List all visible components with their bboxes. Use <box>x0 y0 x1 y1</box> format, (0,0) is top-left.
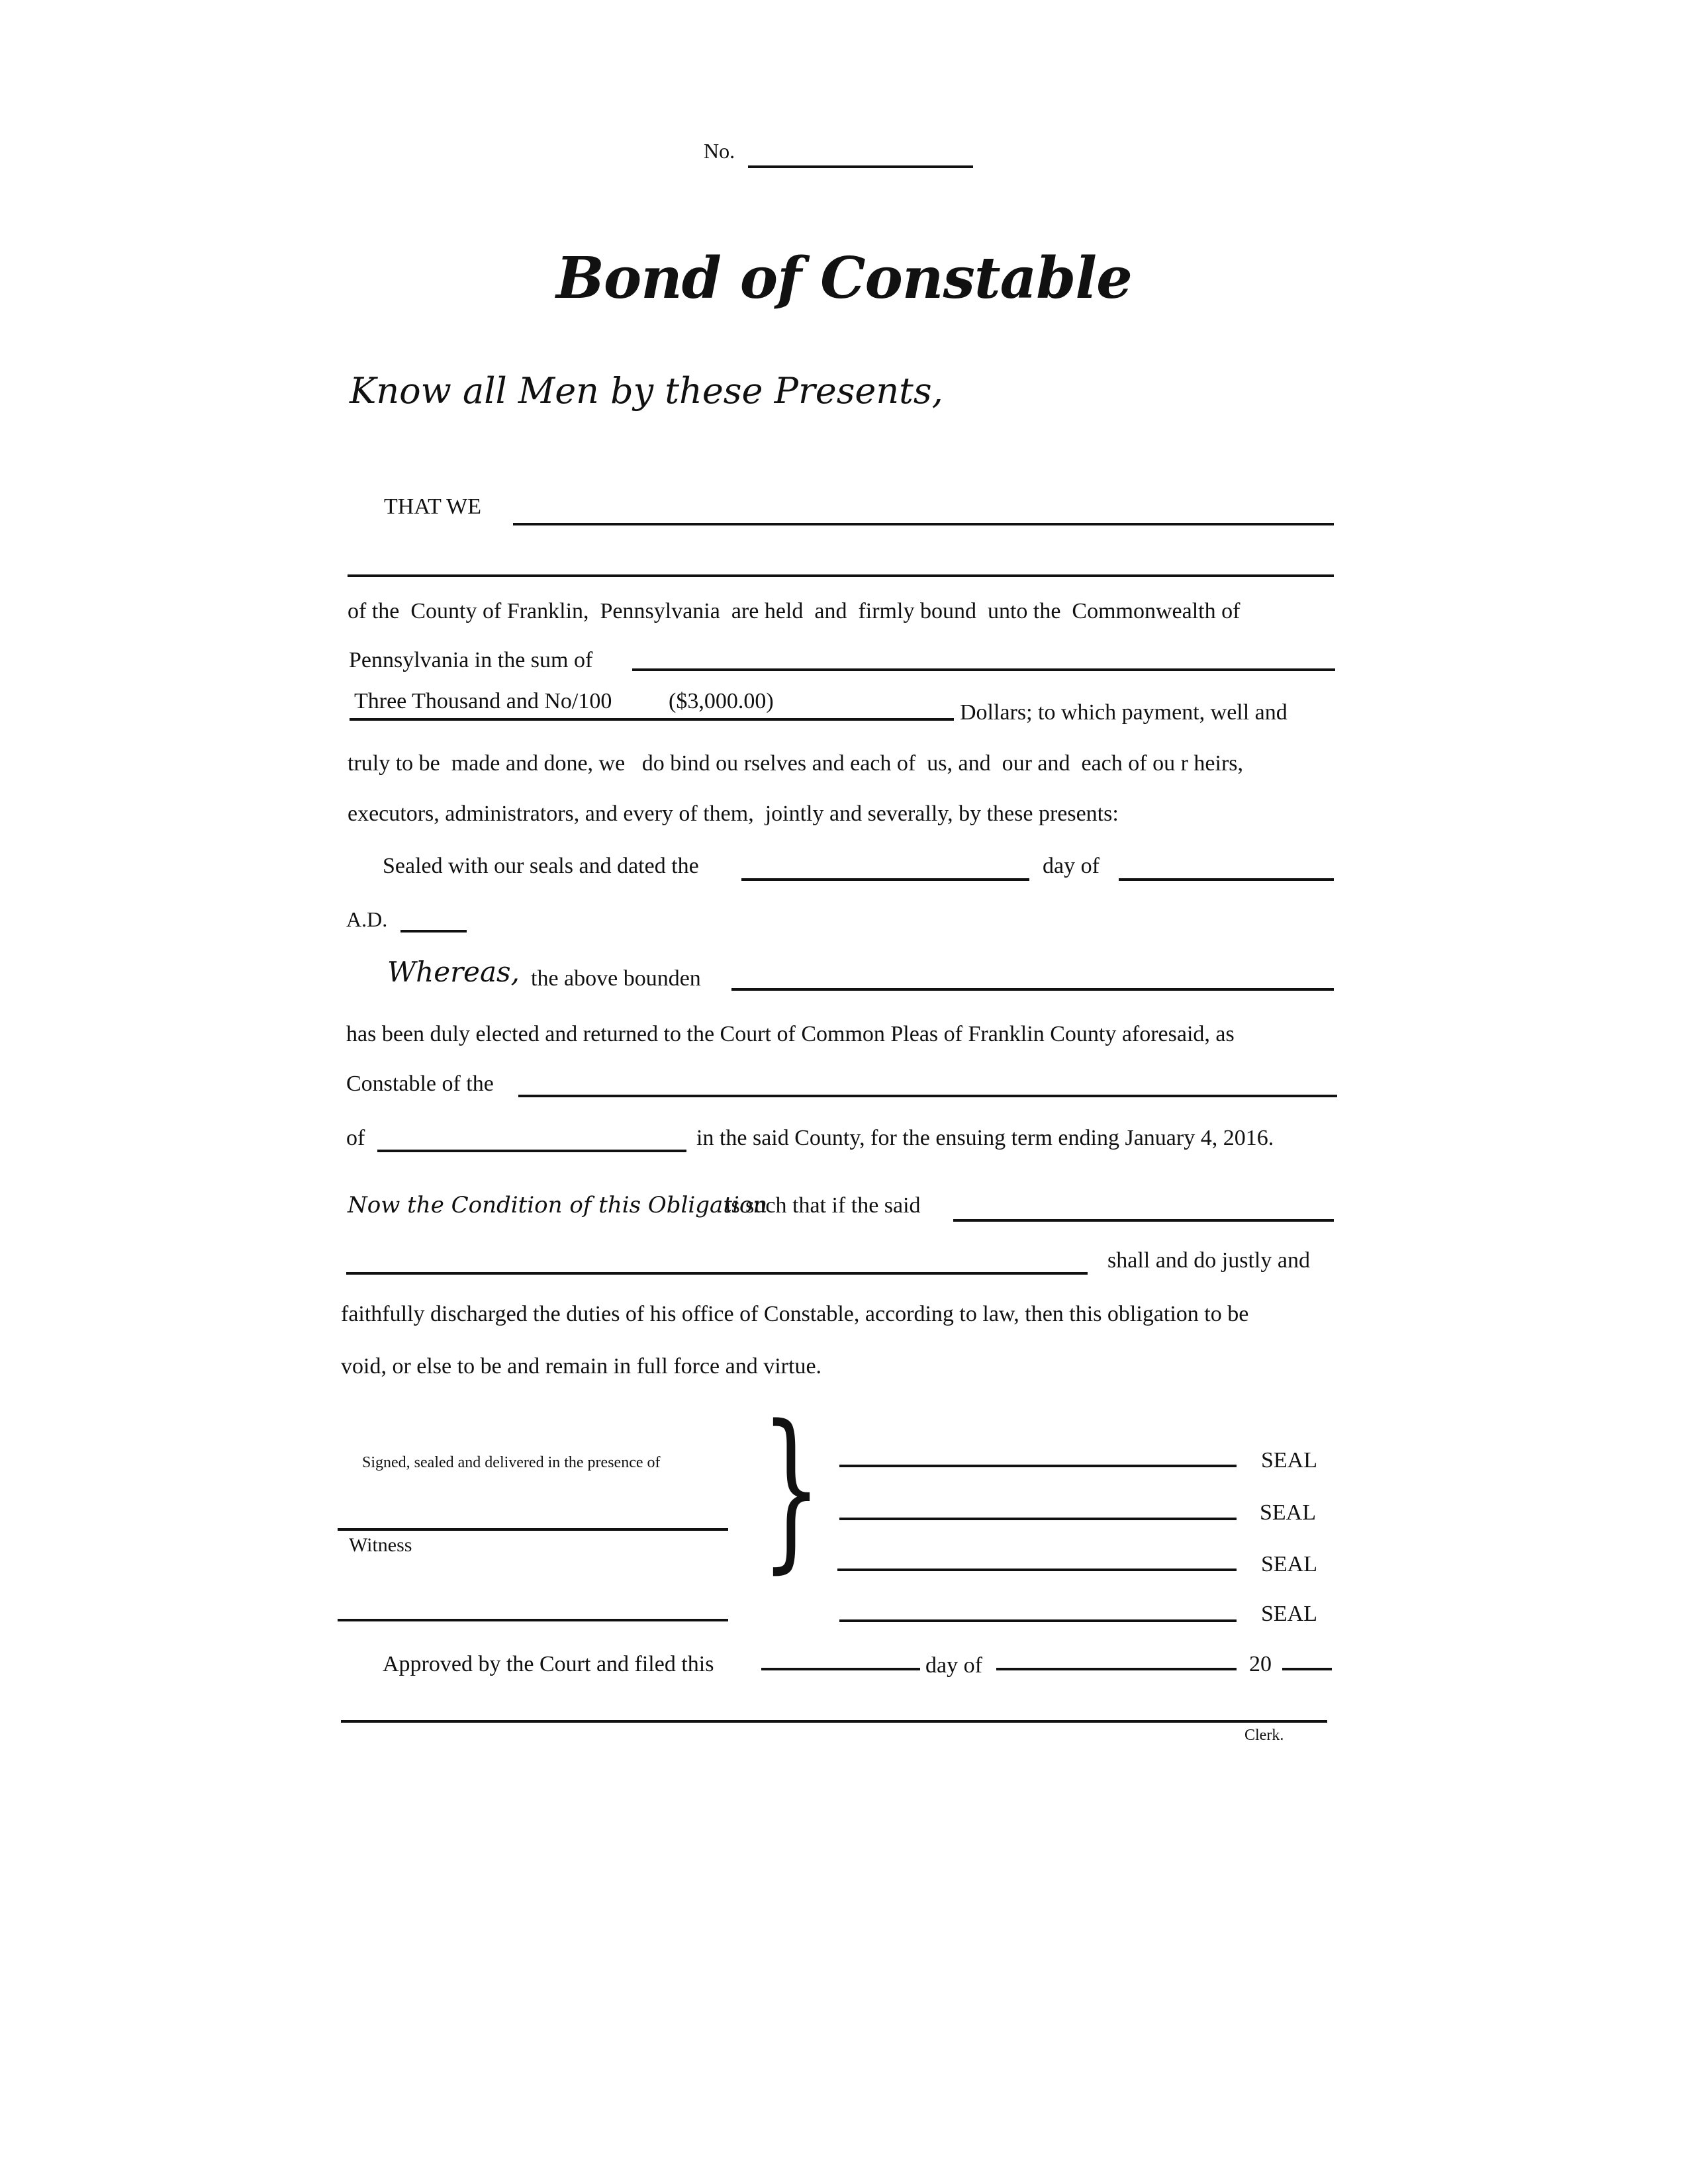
approved-year-field[interactable] <box>1282 1668 1332 1670</box>
of-label: of <box>346 1126 365 1150</box>
dollars-text: Dollars; to which payment, well and <box>960 700 1288 725</box>
document-subtitle: Know all Men by these Presents, <box>350 370 943 412</box>
constable-of-the-label: Constable of the <box>346 1071 494 1096</box>
condition-name-field[interactable] <box>953 1219 1334 1222</box>
presence-label: Signed, sealed and delivered in the presence of <box>362 1454 661 1471</box>
sealed-day-field[interactable] <box>741 878 1029 881</box>
clerk-label: Clerk. <box>1244 1727 1284 1744</box>
seal-signature-line-4[interactable] <box>839 1619 1237 1622</box>
ad-label: A.D. <box>346 907 388 931</box>
county-line: of the County of Franklin, Pennsylvania are held and firmly bound unto the Commonwealth of <box>348 599 1241 623</box>
witness-signature-line-1[interactable] <box>338 1528 728 1531</box>
number-field[interactable] <box>748 165 973 168</box>
clerk-signature-line[interactable] <box>341 1720 1327 1723</box>
bind-line: truly to be made and done, we do bind ou rselves and each of us, and our and each of ou r heirs, <box>348 751 1243 776</box>
that-we-label: THAT WE <box>384 494 482 519</box>
signature-brace: } <box>761 1389 821 1589</box>
approved-label: Approved by the Court and filed this <box>383 1652 714 1676</box>
sealed-month-field[interactable] <box>1119 878 1334 881</box>
ad-year-field[interactable] <box>400 930 467 933</box>
seal-signature-line-1[interactable] <box>839 1465 1237 1467</box>
term-text: in the said County, for the ensuing term ending January 4, 2016. <box>696 1126 1274 1150</box>
witness-label: Witness <box>349 1534 412 1556</box>
township-field[interactable] <box>518 1095 1337 1097</box>
approved-day-of-label: day of <box>925 1653 982 1678</box>
municipality-field[interactable] <box>377 1150 686 1152</box>
number-label: No. <box>704 139 735 163</box>
witness-signature-line-2[interactable] <box>338 1619 728 1621</box>
approved-year-prefix: 20 <box>1249 1652 1272 1676</box>
condition-rest: is such that if the said <box>725 1193 921 1218</box>
bounden-label: the above bounden <box>531 966 701 991</box>
seal-signature-line-3[interactable] <box>837 1569 1237 1571</box>
seal-label-2: SEAL <box>1260 1500 1316 1525</box>
sum-amount-words: Three Thousand and No/100 <box>354 689 612 713</box>
condition-label: Now the Condition of this Obligation <box>348 1192 768 1218</box>
whereas-label: Whereas, <box>387 956 520 988</box>
seal-label-3: SEAL <box>1261 1552 1317 1576</box>
seal-signature-line-2[interactable] <box>839 1518 1237 1520</box>
executors-line: executors, administrators, and every of them, jointly and severally, by these presents: <box>348 801 1119 826</box>
shall-text: shall and do justly and <box>1107 1248 1310 1273</box>
obligors-field-2[interactable] <box>348 574 1334 577</box>
sum-amount-numeric: ($3,000.00) <box>669 689 774 713</box>
approved-month-field[interactable] <box>996 1668 1237 1670</box>
void-line: void, or else to be and remain in full force and virtue. <box>341 1354 822 1379</box>
sealed-label: Sealed with our seals and dated the <box>383 854 699 878</box>
seal-label-4: SEAL <box>1261 1602 1317 1626</box>
obligors-field-1[interactable] <box>513 523 1334 525</box>
condition-name-field-2[interactable] <box>346 1272 1088 1275</box>
bounden-field[interactable] <box>731 988 1334 991</box>
approved-day-field[interactable] <box>761 1668 920 1670</box>
sum-label: Pennsylvania in the sum of <box>349 648 593 672</box>
sealed-day-of-label: day of <box>1043 854 1100 878</box>
faithfully-line: faithfully discharged the duties of his office of Constable, according to law, then this obligation to be <box>341 1302 1249 1326</box>
document-title: Bond of Constable <box>556 245 1132 312</box>
seal-label-1: SEAL <box>1261 1448 1317 1473</box>
sum-field[interactable] <box>632 668 1335 671</box>
elected-line: has been duly elected and returned to the Court of Common Pleas of Franklin County aforesaid, as <box>346 1022 1235 1046</box>
sum-amount-field[interactable] <box>350 718 954 721</box>
